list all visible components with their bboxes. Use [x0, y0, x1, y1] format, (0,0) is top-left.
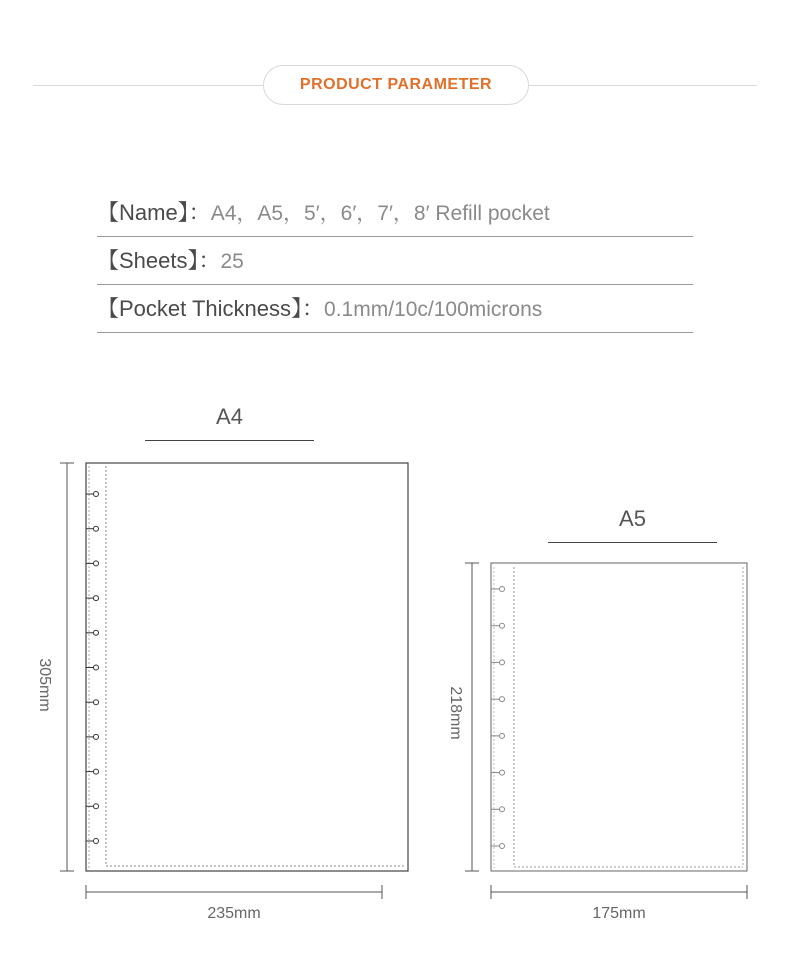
binder-hole — [94, 492, 99, 497]
param-value: 0.1mm/10c/100microns — [324, 298, 543, 321]
param-value: 25 — [220, 250, 244, 273]
binder-hole — [94, 769, 99, 774]
a5-pocket — [491, 563, 747, 871]
binder-hole — [94, 526, 99, 531]
binder-hole — [500, 587, 505, 592]
binder-hole — [94, 700, 99, 705]
a4-width-dimension — [86, 885, 382, 899]
a5-title: A5 — [619, 506, 646, 531]
binder-hole — [500, 660, 505, 665]
binder-hole — [94, 630, 99, 635]
a5-width-dimension — [491, 885, 747, 899]
binder-hole — [500, 733, 505, 738]
a4-height-dimension — [60, 463, 74, 871]
a4-height-label: 305mm — [36, 658, 53, 712]
binder-hole — [94, 561, 99, 566]
param-value: A4，A5，5′，6′，7′，8′ Refill pocket — [210, 202, 550, 225]
binder-hole — [94, 839, 99, 844]
a4-pocket — [86, 463, 408, 871]
a4-title: A4 — [216, 404, 243, 429]
binder-hole — [500, 770, 505, 775]
binder-hole — [94, 804, 99, 809]
a5-height-dimension — [465, 563, 479, 871]
param-label: 【Pocket Thickness】： — [97, 296, 325, 321]
param-label: 【Sheets】： — [97, 248, 221, 273]
binder-hole — [500, 807, 505, 812]
binder-hole — [500, 623, 505, 628]
param-label: 【Name】： — [97, 200, 211, 225]
binder-hole — [94, 665, 99, 670]
binder-hole — [500, 697, 505, 702]
binder-hole — [94, 734, 99, 739]
a4-width-label: 235mm — [207, 905, 261, 922]
section-title: PRODUCT PARAMETER — [299, 76, 493, 93]
binder-hole — [94, 596, 99, 601]
binder-hole — [500, 844, 505, 849]
a5-width-label: 175mm — [592, 905, 646, 922]
a5-height-label: 218mm — [447, 686, 464, 740]
